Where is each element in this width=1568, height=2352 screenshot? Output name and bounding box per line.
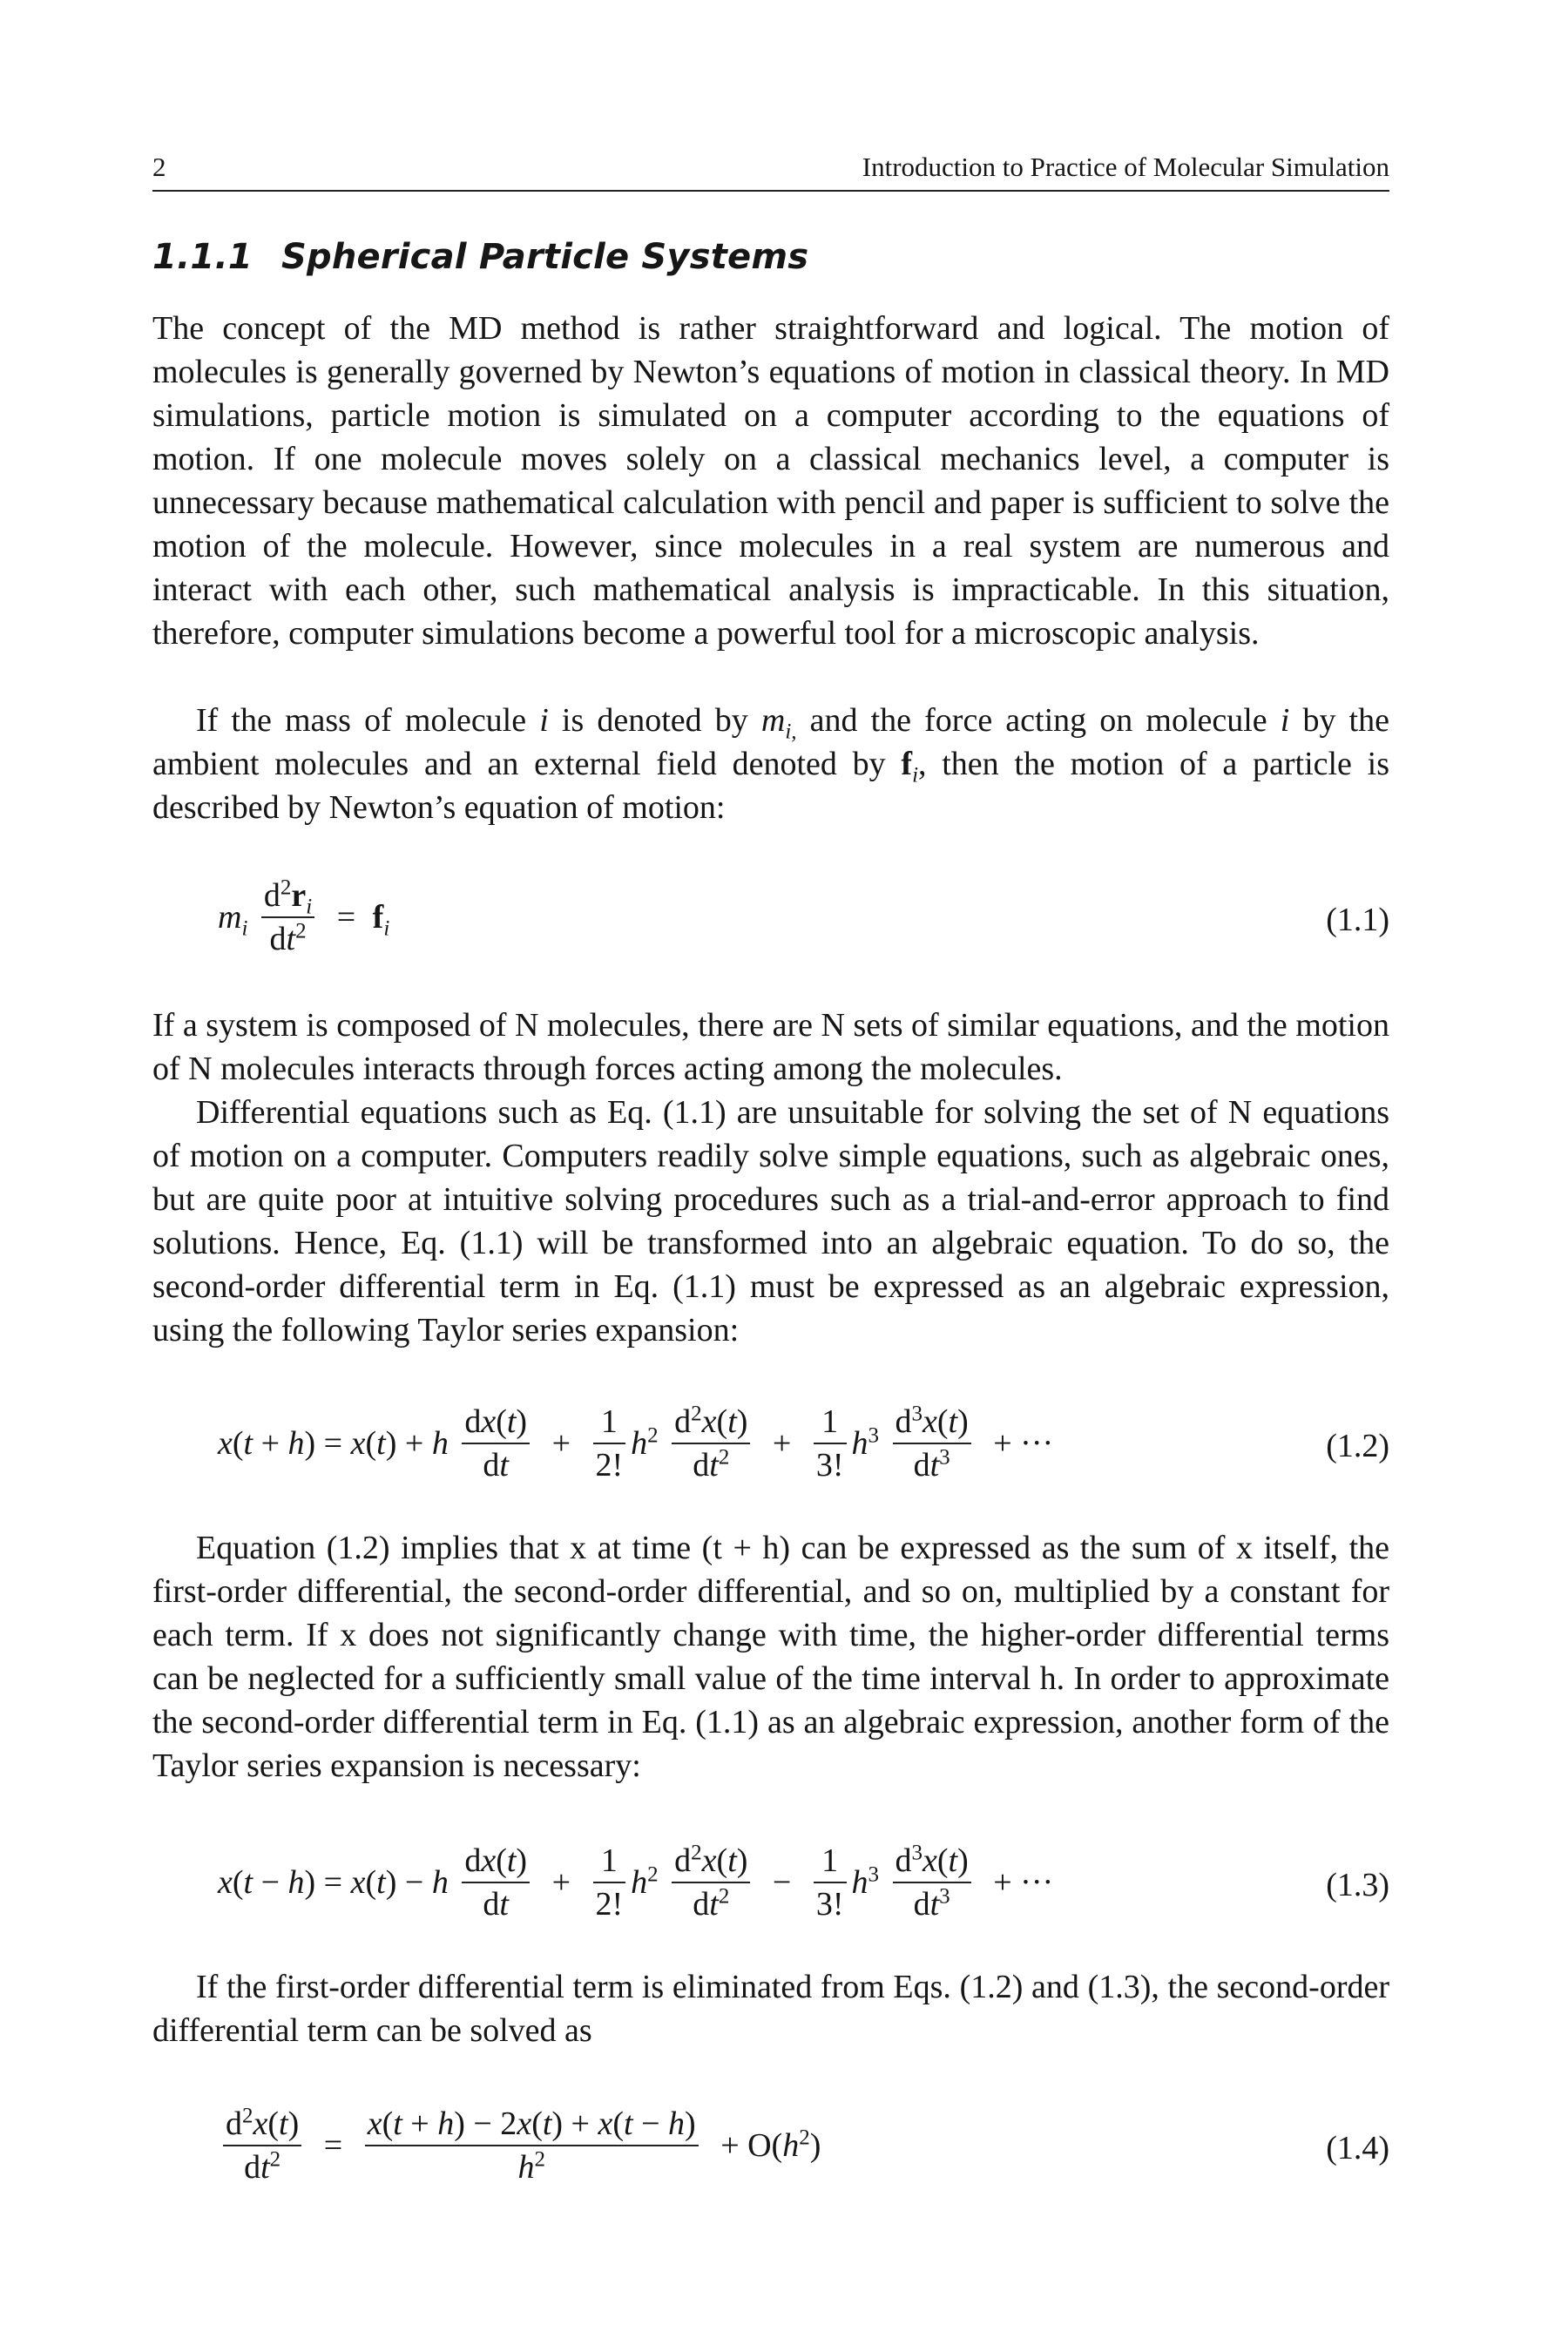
paragraph-4: Differential equations such as Eq. (1.1) are unsuitable for solving the set of N equations of motion on a computer. Computers readily solve simple equations, such as algebraic ones, but are quite poor at intuitive solving procedures such as a trial-and-error approach to find solutions. Hence, Eq. (1.1) will be transformed into an algebraic equation. To do so, the second-order differential term in Eq. (1.1) must be expressed as an algebraic expression, using the following Taylor series expansion: <box>152 1094 1389 1348</box>
section-title: Spherical Particle Systems <box>281 237 809 277</box>
equation-1-4: $\frac{d^2x(t)}{dt^2}$ = $\frac{x(t + h) - 2x(t) + x(t - h)}{h^2}$ + $O(h^2)$ (1.4) <box>218 2103 1389 2188</box>
equation-number: (1.1) <box>1326 902 1389 938</box>
equation-1-3: x(t − h) = x(t) − h $\frac{dx(t)}{dt}$ + $\frac{1}{2!}$ $h^2$ $\frac{d^2x(t)}{dt^2}$ − $\frac{1}{3!}$ $h^3$ $\frac{d^3x(t)}{dt^3}$ + ··· (1.3) <box>218 1840 1389 1925</box>
equation-1-1: $m_i$ $\frac{d^2r_i}{dt^2}$ = $f_i$ (1.1) <box>218 875 1389 960</box>
paragraph-2: If the mass of molecule i is denoted by $m_{i,}$ and the force acting on molecule i by the ambient molecules and an external field denoted by $f_i$, then the motion of a particle is described by Newton’s equation of motion: <box>152 702 1389 826</box>
equation-1-2: x(t + h) = x(t) + h $\frac{dx(t)}{dt}$ + $\frac{1}{2!}$ $h^2$ $\frac{d^2x(t)}{dt^2}$ + $\frac{1}{3!}$ $h^3$ $\frac{d^3x(t)}{dt^3}$ + ··· (1.2) <box>218 1401 1389 1486</box>
equation-number: (1.3) <box>1326 1867 1389 1903</box>
section-number: 1.1.1 <box>152 237 253 277</box>
running-title: Introduction to Practice of Molecular Simulation <box>862 152 1389 182</box>
paragraph-6: If the first-order differential term is eliminated from Eqs. (1.2) and (1.3), the second-order differential term can be solved as <box>152 1969 1389 2049</box>
page-number: 2 <box>152 152 166 182</box>
running-header <box>152 148 1389 192</box>
paragraph-5: Equation (1.2) implies that x at time (t + h) can be expressed as the sum of x itself, the first-order differential, the second-order differential, and so on, multiplied by a constant for each term. If x does not significantly change with time, the higher-order differential terms can be neglected for a sufficiently small value of the time interval h. In order to approximate the second-order differential term in Eq. (1.1) as an algebraic expression, another form of the Taylor series expansion is necessary: <box>152 1530 1389 1784</box>
paragraph-1: The concept of the MD method is rather straightforward and logical. The motion of molecules is generally governed by Newton’s equations of motion in classical theory. In MD simulations, particle motion is simulated on a computer according to the equations of motion. If one molecule moves solely on a classical mechanics level, a computer is unnecessary because mathematical calculation with pencil and paper is sufficient to solve the motion of the molecule. However, since molecules in a real system are numerous and interact with each other, such mathematical analysis is impracticable. In this situation, therefore, computer simulations become a powerful tool for a microscopic analysis. <box>152 310 1389 652</box>
section-heading <box>152 237 808 277</box>
paragraph-3: If a system is composed of N molecules, there are N sets of similar equations, and the motion of N molecules interacts through forces acting among the molecules. <box>152 1007 1389 1087</box>
equation-number: (1.2) <box>1326 1428 1389 1464</box>
equation-number: (1.4) <box>1326 2130 1389 2166</box>
